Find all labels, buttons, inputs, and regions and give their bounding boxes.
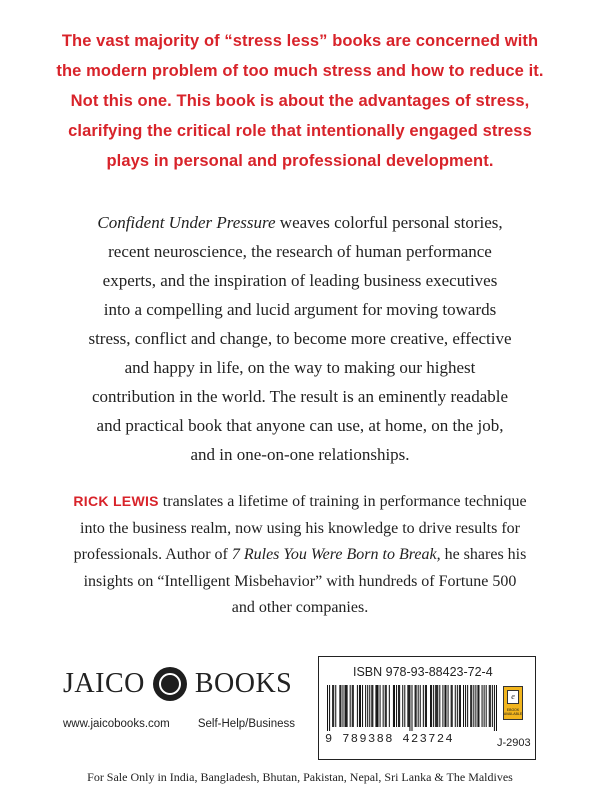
barcode-digits: 9 789388 423724 bbox=[325, 732, 455, 746]
lead-line: clarifying the critical role that intentionally engaged stress bbox=[68, 122, 532, 140]
author-line: into the business realm, now using his knowledge to drive results for bbox=[80, 519, 520, 537]
publisher-word-right: BOOKS bbox=[194, 668, 293, 699]
lead-line: Not this one. This book is about the advantages of stress, bbox=[70, 92, 530, 110]
description-line: into a compelling and lucid argument for moving towards bbox=[103, 300, 497, 319]
publisher-website: www.jaicobooks.com bbox=[63, 718, 170, 730]
barcode-bars bbox=[327, 685, 497, 731]
description-line: and in one-on-one relationships. bbox=[190, 445, 410, 464]
ebook-badge-text: EBOOK AVAILABLE bbox=[503, 708, 523, 716]
isbn-label: ISBN 978-93-88423-72-4 bbox=[353, 665, 493, 679]
description-line: recent neuroscience, the research of human performance bbox=[108, 242, 492, 261]
description-line bbox=[0, 208, 600, 237]
lead-line: plays in personal and professional development. bbox=[106, 152, 494, 170]
author-line bbox=[0, 488, 600, 516]
author-line bbox=[0, 542, 600, 569]
description-line: experts, and the inspiration of leading business executives bbox=[102, 271, 498, 290]
author-line-post: he shares his bbox=[440, 546, 527, 563]
description-line: stress, conflict and change, to become more creative, effective bbox=[88, 329, 512, 348]
description-line: and happy in life, on the way to making our highest bbox=[124, 358, 476, 377]
author-name: RICK LEWIS bbox=[73, 493, 159, 509]
description-line: contribution in the world. The result is an eminently readable bbox=[91, 387, 509, 406]
author-line-pre: professionals. Author of bbox=[73, 546, 232, 563]
lead-paragraph bbox=[0, 26, 600, 176]
author-book-title: 7 Rules You Were Born to Break, bbox=[231, 546, 441, 563]
description-paragraph bbox=[0, 208, 600, 469]
barcode-box bbox=[318, 656, 536, 760]
description-line-rest: weaves colorful personal stories, bbox=[275, 213, 503, 232]
lead-line: the modern problem of too much stress and how to reduce it. bbox=[56, 62, 544, 80]
author-bio bbox=[0, 488, 600, 622]
author-line: and other companies. bbox=[231, 599, 369, 616]
author-line: insights on “Intelligent Misbehavior” with hundreds of Fortune 500 bbox=[83, 572, 517, 590]
publisher-block bbox=[63, 664, 303, 744]
product-code: J-2903 bbox=[497, 737, 531, 749]
sale-territory-note: For Sale Only in India, Bangladesh, Bhutan, Pakistan, Nepal, Sri Lanka & The Maldives bbox=[87, 770, 513, 784]
ebook-icon: e bbox=[507, 690, 519, 704]
description-line: and practical book that anyone can use, at home, on the job, bbox=[96, 416, 504, 435]
book-title: Confident Under Pressure bbox=[97, 213, 276, 232]
publisher-logo bbox=[63, 664, 303, 704]
publisher-word-left: JAICO bbox=[63, 668, 145, 699]
lead-line: The vast majority of “stress less” books are concerned with bbox=[61, 32, 539, 50]
ebook-badge bbox=[503, 686, 523, 720]
author-line-rest: translates a lifetime of training in performance technique bbox=[158, 493, 527, 510]
book-category: Self-Help/Business bbox=[197, 718, 295, 730]
publisher-meta bbox=[63, 718, 303, 730]
jaico-emblem-icon bbox=[153, 667, 187, 701]
